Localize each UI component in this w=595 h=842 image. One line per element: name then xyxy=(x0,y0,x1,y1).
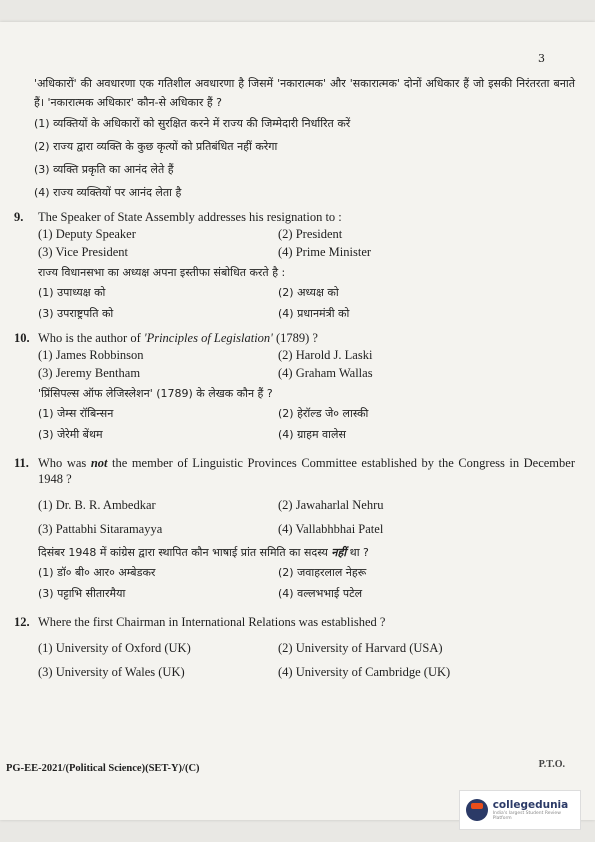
question-text-hi: राज्य विधानसभा का अध्यक्ष अपना इस्तीफा संबोधित करते है : xyxy=(38,266,286,279)
options-hi xyxy=(38,282,581,324)
options-en xyxy=(38,493,581,541)
logo-name: collegedunia xyxy=(492,799,569,811)
option: (1) James Robbinson xyxy=(38,348,144,362)
exam-page xyxy=(0,22,595,820)
option: (1) उपाध्यक्ष को xyxy=(38,286,106,299)
option: (2) University of Harvard (USA) xyxy=(278,641,443,655)
question-text-en: The Speaker of State Assembly addresses his resignation to : xyxy=(38,210,342,224)
question-text-part: the member of Linguistic Provinces Committee established by the Congress in December 1948 ? xyxy=(38,456,575,486)
options-hi xyxy=(38,403,581,445)
emphasis-not: not xyxy=(90,456,108,470)
option: (1) Deputy Speaker xyxy=(38,227,136,241)
option: (4) Prime Minister xyxy=(278,245,372,259)
question-text-hi xyxy=(38,543,575,562)
option: (3) Vice President xyxy=(38,245,128,259)
option: (1) University of Oxford (UK) xyxy=(38,641,191,655)
question-text-hi: 'प्रिंसिपल्स ऑफ लेजिस्लेशन' (1789) के लेखक कौन हैं ? xyxy=(38,387,273,400)
intro-option: (1) व्यक्तियों के अधिकारों को सुरक्षित करने में राज्य की जिम्मेदारी निर्धारित करें xyxy=(34,117,351,130)
question-9 xyxy=(14,209,581,324)
question-text-part: दिसंबर 1948 में कांग्रेस द्वारा स्थापित कौन भाषाई प्रांत समिति का सदस्य xyxy=(38,546,332,559)
option: (4) Vallabhbhai Patel xyxy=(278,522,384,536)
paper-code: PG-EE-2021/(Political Science)(SET-Y)/(C) xyxy=(6,763,200,774)
collegedunia-logo xyxy=(459,790,581,830)
emphasis-not-hi: नहीं xyxy=(331,546,347,559)
question-text-part: (1789) ? xyxy=(272,331,318,345)
question-10 xyxy=(14,330,581,445)
option: (4) University of Cambridge (UK) xyxy=(278,665,451,679)
intro-options xyxy=(14,113,581,203)
option: (2) हेरॉल्ड जे० लास्की xyxy=(278,407,369,420)
question-text-en xyxy=(38,330,575,346)
question-number: 11. xyxy=(14,456,29,470)
option: (1) जेम्स रॉबिन्सन xyxy=(38,407,114,420)
option: (4) प्रधानमंत्री को xyxy=(278,307,350,320)
option: (3) Jeremy Bentham xyxy=(38,366,141,380)
option: (3) उपराष्ट्रपति को xyxy=(38,307,114,320)
intro-option: (3) व्यक्ति प्रकृति का आनंद लेते हैं xyxy=(34,163,174,176)
option: (2) President xyxy=(278,227,343,241)
options-hi xyxy=(38,562,581,604)
option: (3) University of Wales (UK) xyxy=(38,665,185,679)
option: (1) Dr. B. R. Ambedkar xyxy=(38,498,156,512)
options-en xyxy=(38,346,581,382)
intro-paragraph: 'अधिकारों' की अवधारणा एक गतिशील अवधारणा है जिसमें 'नकारात्मक' और 'सकारात्मक' दोनों अधिकार हैं जो इसकी निरंतरता बनाते हैं। 'नकारात्मक अधिकार' कौन-से अधिकार हैं ? xyxy=(34,77,575,109)
question-11 xyxy=(14,455,581,604)
option: (4) ग्राहम वालेस xyxy=(278,428,346,441)
option: (4) वल्लभभाई पटेल xyxy=(278,587,363,600)
option: (2) जवाहरलाल नेहरू xyxy=(278,566,367,579)
question-number: 10. xyxy=(14,331,30,345)
page-content xyxy=(14,74,581,684)
logo-tagline: India's largest Student Review Platform xyxy=(492,811,561,821)
question-text-part: Who is the author of xyxy=(38,331,144,345)
option: (3) Pattabhi Sitaramayya xyxy=(38,522,163,536)
option: (3) जेरेमी बेंथम xyxy=(38,428,103,441)
question-text-en: Where the first Chairman in International Relations was established ? xyxy=(38,615,386,629)
option: (2) Harold J. Laski xyxy=(278,348,373,362)
intro-option: (4) राज्य व्यक्तियों पर आनंद लेता है xyxy=(34,186,182,199)
options-en xyxy=(38,636,581,684)
question-text-en xyxy=(38,455,575,487)
book-title: 'Principles of Legislation' xyxy=(143,331,273,345)
option: (2) Jawaharlal Nehru xyxy=(278,498,384,512)
graduate-cap-icon xyxy=(466,799,488,821)
page-number: 3 xyxy=(538,52,545,65)
option: (4) Graham Wallas xyxy=(278,366,373,380)
question-number: 9. xyxy=(14,210,24,224)
question-12 xyxy=(14,614,581,684)
pto-label: P.T.O. xyxy=(538,759,565,770)
option: (1) डॉ० बी० आर० अम्बेडकर xyxy=(38,566,156,579)
question-text-part: Who was xyxy=(38,456,91,470)
option: (3) पट्टाभि सीतारमैया xyxy=(38,587,126,600)
question-text-part: था ? xyxy=(346,546,369,559)
option: (2) अध्यक्ष को xyxy=(278,286,339,299)
options-en xyxy=(38,225,581,261)
intro-option: (2) राज्य द्वारा व्यक्ति के कुछ कृत्यों को प्रतिबंधित नहीं करेगा xyxy=(34,140,278,153)
question-number: 12. xyxy=(14,615,30,629)
